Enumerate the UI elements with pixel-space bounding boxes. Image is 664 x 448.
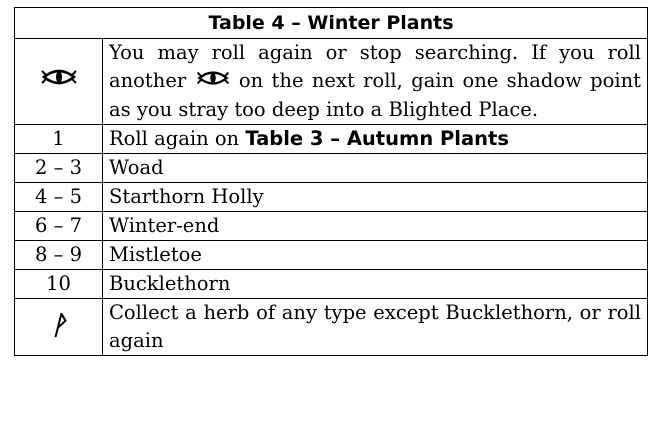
roll-result: [103, 124, 648, 153]
gandalf-rune-icon: ᚹ: [50, 310, 67, 341]
eye-of-sauron-icon: [41, 66, 77, 96]
eye-icon-cell: [15, 39, 103, 125]
table-row: [15, 269, 648, 298]
roll-result: Mistletoe: [103, 240, 648, 269]
table-row: [15, 298, 648, 355]
eye-text-before: You may roll again or stop searching. If you roll another: [109, 41, 641, 92]
roll-value: 8 – 9: [15, 240, 103, 269]
roll-result-prefix: Roll again on: [109, 126, 240, 150]
table-row: [15, 182, 648, 211]
table-row: [15, 39, 648, 125]
roll-value: 10: [15, 269, 103, 298]
roll-result: Woad: [103, 153, 648, 182]
roll-result: Bucklethorn: [103, 269, 648, 298]
roll-value: 4 – 5: [15, 182, 103, 211]
rune-result: Collect a herb of any type except Bucklethorn, or roll again: [103, 298, 648, 355]
roll-result: Winter-end: [103, 211, 648, 240]
eye-result: [103, 39, 648, 125]
roll-result: Starthorn Holly: [103, 182, 648, 211]
eye-text-after: on the next roll, gain one shadow point as you stray too deep into a Blighted Place.: [109, 69, 641, 121]
table-title: Table 4 – Winter Plants: [15, 8, 648, 39]
table-row: [15, 240, 648, 269]
table-row: [15, 124, 648, 153]
roll-value: 6 – 7: [15, 211, 103, 240]
table-title-row: [15, 8, 648, 39]
roll-value: 2 – 3: [15, 153, 103, 182]
table-row: [15, 211, 648, 240]
table-row: [15, 153, 648, 182]
eye-of-sauron-icon-inline: [195, 68, 231, 96]
roll-value: 1: [15, 124, 103, 153]
winter-plants-table: [14, 7, 648, 356]
table-reference: Table 3 – Autumn Plants: [245, 126, 509, 150]
rune-icon-cell: [15, 298, 103, 355]
